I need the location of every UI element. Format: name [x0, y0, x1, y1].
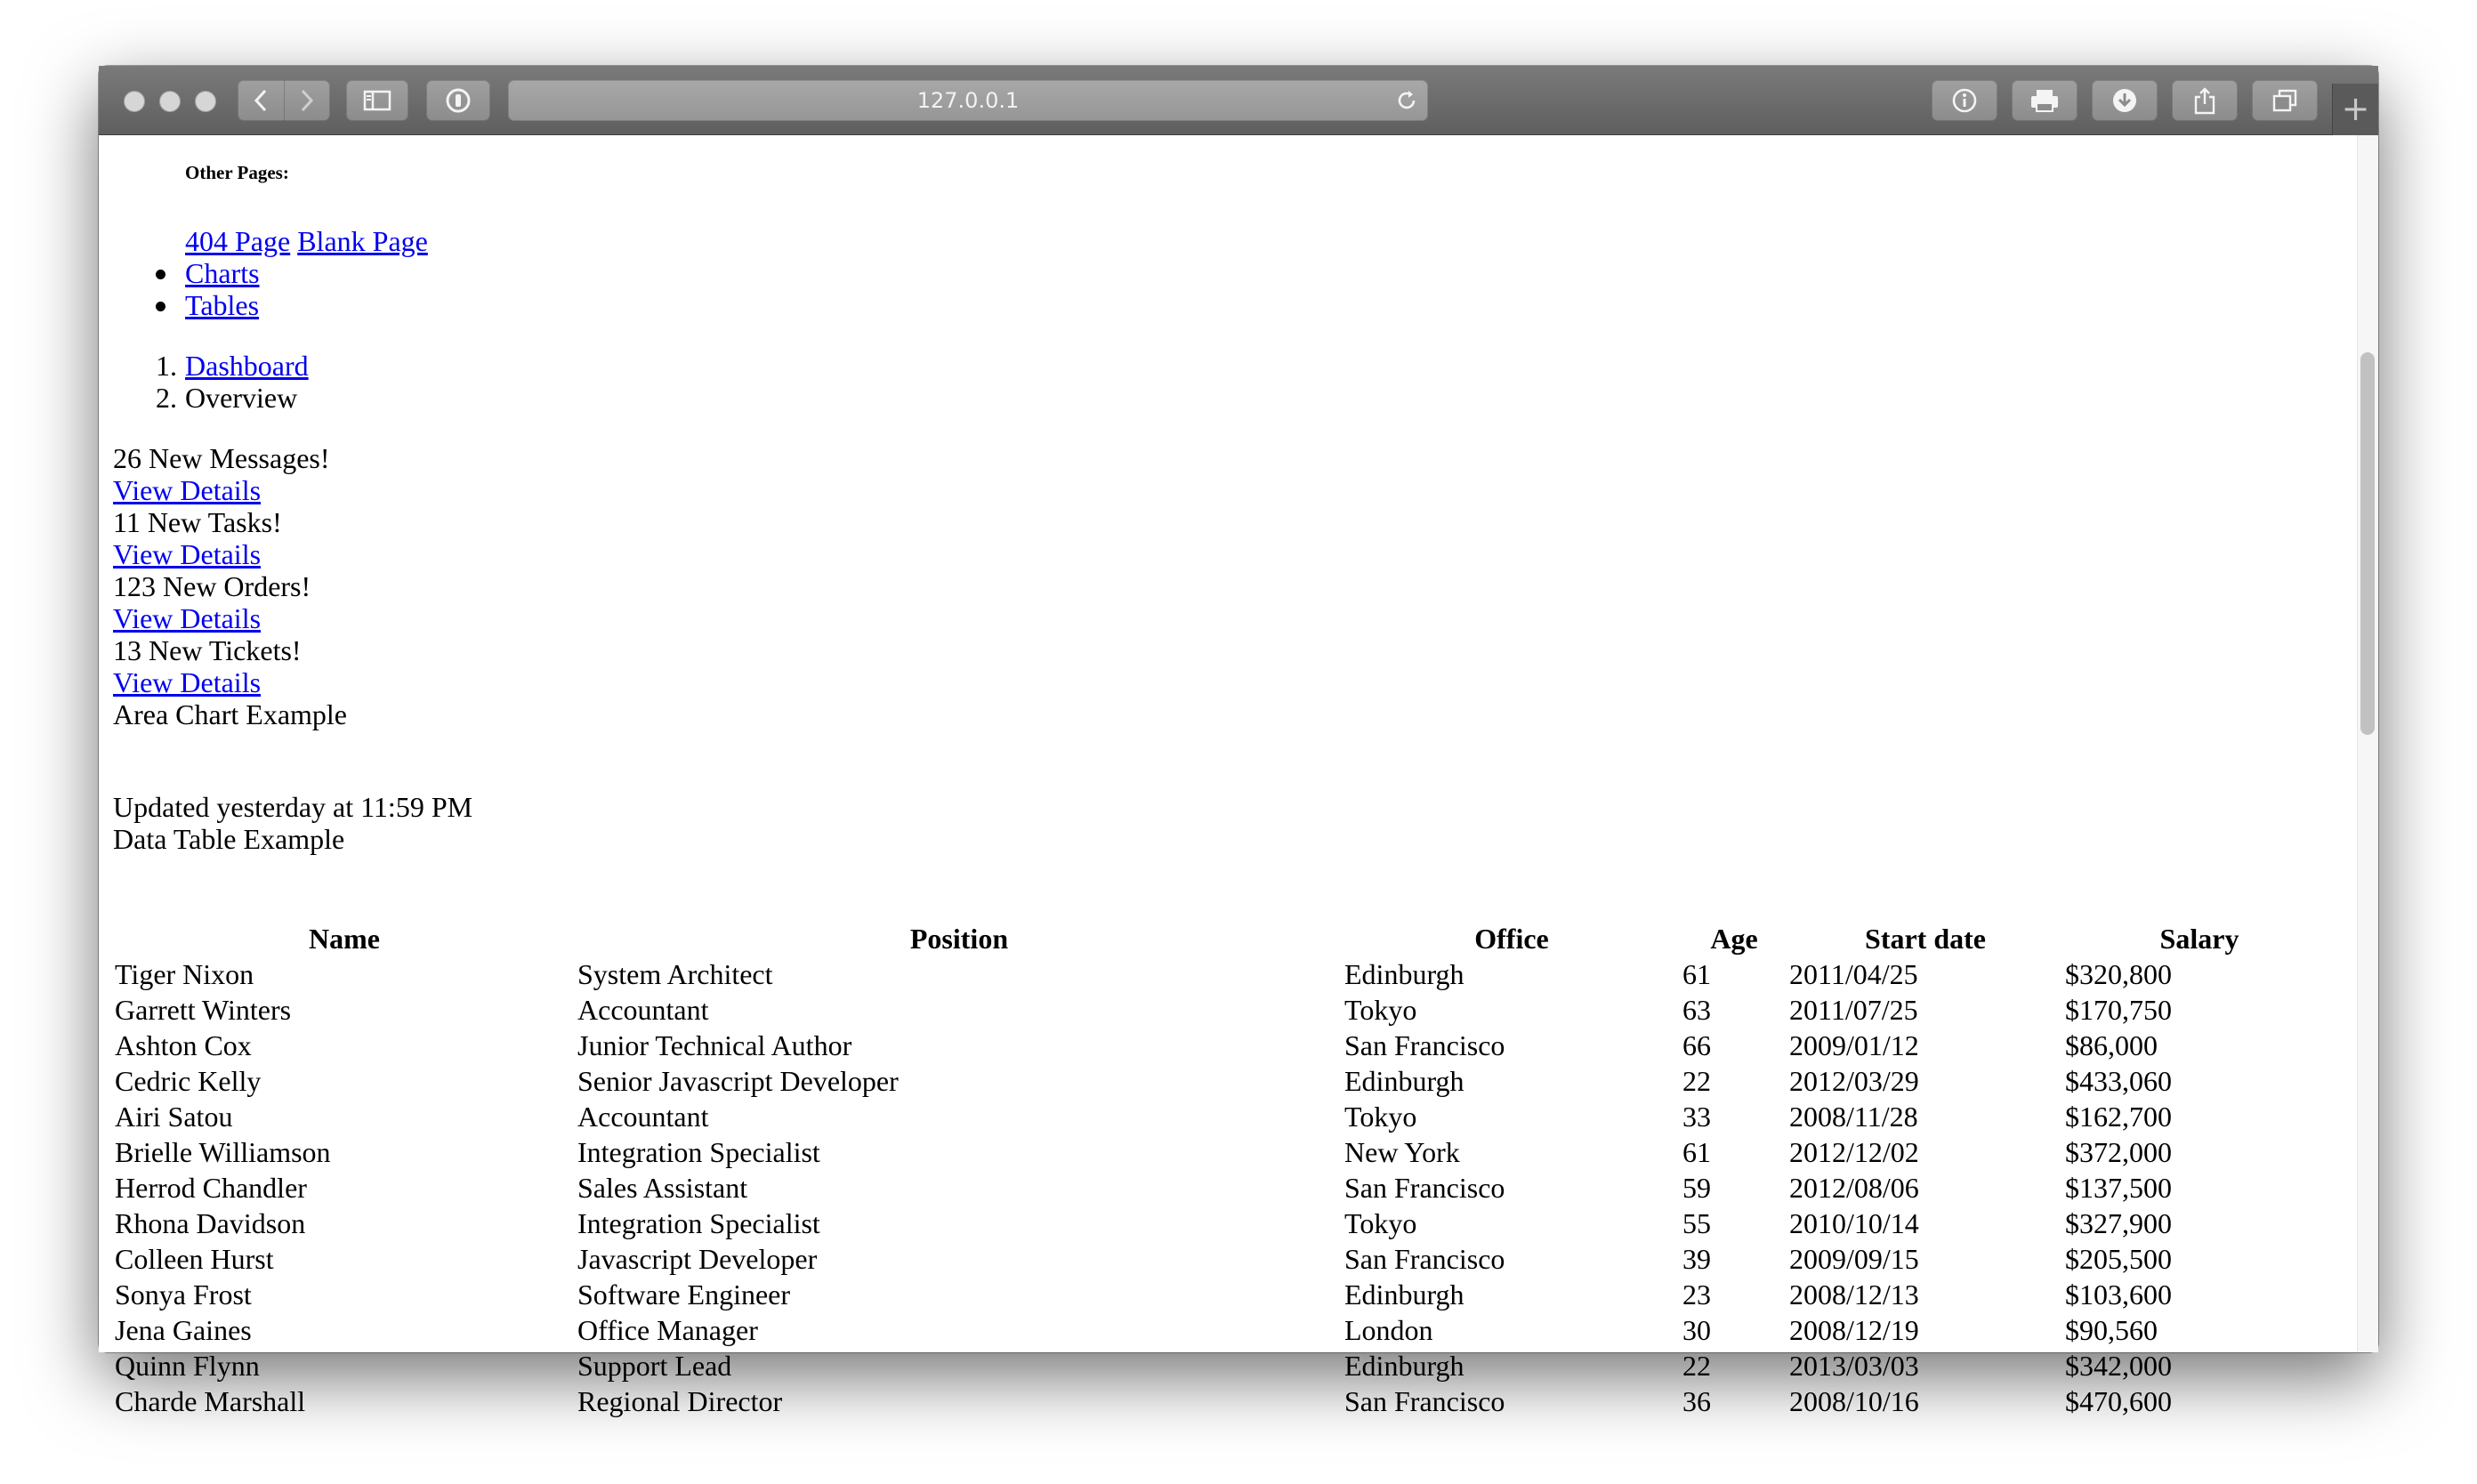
area-chart-title: Area Chart Example: [113, 698, 347, 730]
print-icon: [2029, 88, 2060, 113]
table-row: [113, 1028, 2336, 1063]
column-header-position[interactable]: Position: [909, 922, 1009, 955]
cell-start-date: 2008/12/19: [1789, 1313, 1919, 1346]
page-content: [99, 135, 2357, 1417]
cell-age: 63: [1682, 993, 1711, 1026]
cell-office: San Francisco: [1344, 1028, 1505, 1061]
table-row: [113, 1063, 2336, 1099]
cell-name: Ashton Cox: [115, 1028, 252, 1061]
cell-age: 61: [1682, 957, 1711, 990]
cell-age: 30: [1682, 1313, 1711, 1346]
cell-office: New York: [1344, 1135, 1460, 1168]
link-404-page[interactable]: 404 Page: [185, 225, 291, 257]
cell-salary: $433,060: [2065, 1064, 2172, 1097]
password-button[interactable]: [426, 80, 490, 121]
cell-age: 61: [1682, 1135, 1711, 1168]
cell-office: San Francisco: [1344, 1384, 1505, 1417]
close-window-button[interactable]: [124, 91, 145, 112]
tabs-button[interactable]: [2252, 80, 2318, 121]
breadcrumb-dashboard[interactable]: Dashboard: [185, 350, 309, 382]
cell-age: 23: [1682, 1278, 1711, 1311]
cell-office: Edinburgh: [1344, 1349, 1464, 1382]
back-button[interactable]: [238, 80, 284, 121]
table-row: [113, 1241, 2336, 1277]
other-pages-heading: Other Pages:: [185, 162, 289, 183]
cell-start-date: 2010/10/14: [1789, 1206, 1919, 1239]
back-icon: [253, 88, 269, 113]
column-header-name[interactable]: Name: [309, 922, 380, 955]
cell-name: Herrod Chandler: [115, 1171, 307, 1204]
cell-position: Sales Assistant: [577, 1171, 748, 1204]
cell-start-date: 2011/07/25: [1789, 993, 1918, 1026]
column-header-office[interactable]: Office: [1474, 922, 1549, 955]
cell-position: Junior Technical Author: [577, 1028, 852, 1061]
cell-start-date: 2012/08/06: [1789, 1171, 1919, 1204]
cell-start-date: 2009/09/15: [1789, 1242, 1919, 1275]
cell-name: Brielle Williamson: [115, 1135, 331, 1168]
cell-age: 36: [1682, 1384, 1711, 1417]
cell-salary: $137,500: [2065, 1171, 2172, 1204]
cell-position: Integration Specialist: [577, 1135, 820, 1168]
cell-salary: $470,600: [2065, 1384, 2172, 1417]
download-icon: [2111, 87, 2138, 114]
table-row: [113, 1099, 2336, 1134]
cell-name: Colleen Hurst: [115, 1242, 274, 1275]
breadcrumb-number: 2.: [156, 382, 177, 414]
cell-office: Tokyo: [1344, 993, 1417, 1026]
cell-start-date: 2008/10/16: [1789, 1384, 1919, 1417]
bullet: [156, 270, 165, 279]
password-icon: [445, 87, 472, 114]
card-tickets-title: 13 New Tickets!: [113, 634, 302, 666]
share-button[interactable]: [2172, 80, 2238, 121]
cell-position: Senior Javascript Developer: [577, 1064, 899, 1097]
cell-start-date: 2008/12/13: [1789, 1278, 1919, 1311]
cell-name: Jena Gaines: [115, 1313, 252, 1346]
url-text: 127.0.0.1: [916, 88, 1020, 113]
cell-office: Edinburgh: [1344, 957, 1464, 990]
cell-office: Edinburgh: [1344, 1278, 1464, 1311]
bullet: [156, 302, 165, 311]
cell-start-date: 2013/03/03: [1789, 1349, 1919, 1382]
cell-name: Charde Marshall: [115, 1384, 306, 1417]
cell-office: Tokyo: [1344, 1206, 1417, 1239]
cell-salary: $320,800: [2065, 957, 2172, 990]
table-header-row: [113, 921, 2336, 956]
cell-salary: $327,900: [2065, 1206, 2172, 1239]
cell-name: Tiger Nixon: [115, 957, 254, 990]
cell-office: Tokyo: [1344, 1100, 1417, 1133]
breadcrumb-overview: Overview: [185, 382, 298, 414]
cell-start-date: 2012/03/29: [1789, 1064, 1919, 1097]
table-row: [113, 1134, 2336, 1170]
cell-salary: $372,000: [2065, 1135, 2172, 1168]
table-body: [113, 956, 2336, 1419]
cell-age: 59: [1682, 1171, 1711, 1204]
cell-start-date: 2012/12/02: [1789, 1135, 1919, 1168]
reload-icon[interactable]: [1394, 88, 1419, 113]
table-row: [113, 1312, 2336, 1348]
sidebar-button[interactable]: [346, 80, 408, 121]
cell-salary: $205,500: [2065, 1242, 2172, 1275]
link-blank-page[interactable]: Blank Page: [297, 225, 428, 257]
card-messages-view-details[interactable]: View Details: [113, 474, 262, 506]
new-tab-icon[interactable]: +: [2332, 84, 2378, 135]
card-orders-view-details[interactable]: View Details: [113, 602, 262, 634]
cell-office: Edinburgh: [1344, 1064, 1464, 1097]
table-row: [113, 1170, 2336, 1206]
updated-timestamp: Updated yesterday at 11:59 PM: [113, 791, 473, 823]
cell-position: Accountant: [577, 1100, 709, 1133]
cell-salary: $342,000: [2065, 1349, 2172, 1382]
history-nav: [238, 80, 330, 121]
column-header-start-date[interactable]: Start date: [1865, 922, 1986, 955]
cell-age: 22: [1682, 1064, 1711, 1097]
cell-position: System Architect: [577, 957, 773, 990]
scrollbar-thumb[interactable]: [2360, 352, 2375, 735]
nav-link-charts[interactable]: Charts: [185, 257, 260, 289]
cell-age: 66: [1682, 1028, 1711, 1061]
sidebar-icon: [363, 90, 391, 111]
cell-salary: $90,560: [2065, 1313, 2158, 1346]
cell-position: Regional Director: [577, 1384, 783, 1417]
nav-link-tables[interactable]: Tables: [185, 289, 260, 321]
breadcrumb-number: 1.: [156, 350, 177, 382]
cell-name: Cedric Kelly: [115, 1064, 262, 1097]
cell-name: Garrett Winters: [115, 993, 292, 1026]
cell-position: Office Manager: [577, 1313, 758, 1346]
card-orders-title: 123 New Orders!: [113, 570, 311, 602]
card-tickets-view-details[interactable]: View Details: [113, 666, 262, 698]
cell-salary: $170,750: [2065, 993, 2172, 1026]
card-tasks-title: 11 New Tasks!: [113, 506, 282, 538]
table-row: [113, 992, 2336, 1028]
data-table: [113, 921, 2336, 1419]
table-row: [113, 1206, 2336, 1241]
cell-start-date: 2008/11/28: [1789, 1100, 1918, 1133]
card-messages-title: 26 New Messages!: [113, 442, 330, 474]
forward-icon: [299, 88, 315, 113]
share-icon: [2193, 86, 2216, 115]
minimize-window-button[interactable]: [159, 91, 181, 112]
info-icon: [1951, 87, 1978, 114]
browser-window: [99, 66, 2378, 1417]
cell-salary: $162,700: [2065, 1100, 2172, 1133]
other-pages-links: [185, 225, 428, 258]
browser-toolbar: [99, 66, 2378, 135]
cell-position: Support Lead: [577, 1349, 732, 1382]
cell-salary: $103,600: [2065, 1278, 2172, 1311]
cell-age: 33: [1682, 1100, 1711, 1133]
zoom-window-button[interactable]: [195, 91, 216, 112]
info-button[interactable]: [1932, 80, 1997, 121]
data-table-title: Data Table Example: [113, 823, 345, 855]
forward-button[interactable]: [284, 80, 331, 121]
cell-name: Rhona Davidson: [115, 1206, 306, 1239]
cell-start-date: 2011/04/25: [1789, 957, 1918, 990]
cell-name: Quinn Flynn: [115, 1349, 260, 1382]
cell-position: Accountant: [577, 993, 709, 1026]
cell-office: London: [1344, 1313, 1433, 1346]
cell-position: Integration Specialist: [577, 1206, 820, 1239]
cell-age: 39: [1682, 1242, 1711, 1275]
cell-office: San Francisco: [1344, 1242, 1505, 1275]
print-button[interactable]: [2012, 80, 2078, 121]
table-row: [113, 1277, 2336, 1312]
vertical-scrollbar[interactable]: [2357, 135, 2378, 1352]
cell-age: 55: [1682, 1206, 1711, 1239]
cell-office: San Francisco: [1344, 1171, 1505, 1204]
cell-position: Javascript Developer: [577, 1242, 818, 1275]
table-row: [113, 1348, 2336, 1383]
cell-salary: $86,000: [2065, 1028, 2158, 1061]
table-row: [113, 956, 2336, 992]
cell-name: Airi Satou: [115, 1100, 233, 1133]
address-bar[interactable]: [508, 80, 1428, 121]
column-header-salary[interactable]: Salary: [2159, 922, 2239, 955]
cell-start-date: 2009/01/12: [1789, 1028, 1919, 1061]
column-header-age[interactable]: Age: [1710, 922, 1758, 955]
cell-age: 22: [1682, 1349, 1711, 1382]
cell-position: Software Engineer: [577, 1278, 791, 1311]
download-button[interactable]: [2092, 80, 2158, 121]
card-tasks-view-details[interactable]: View Details: [113, 538, 262, 570]
tabs-icon: [2271, 88, 2298, 113]
cell-name: Sonya Frost: [115, 1278, 252, 1311]
table-row: [113, 1383, 2336, 1419]
